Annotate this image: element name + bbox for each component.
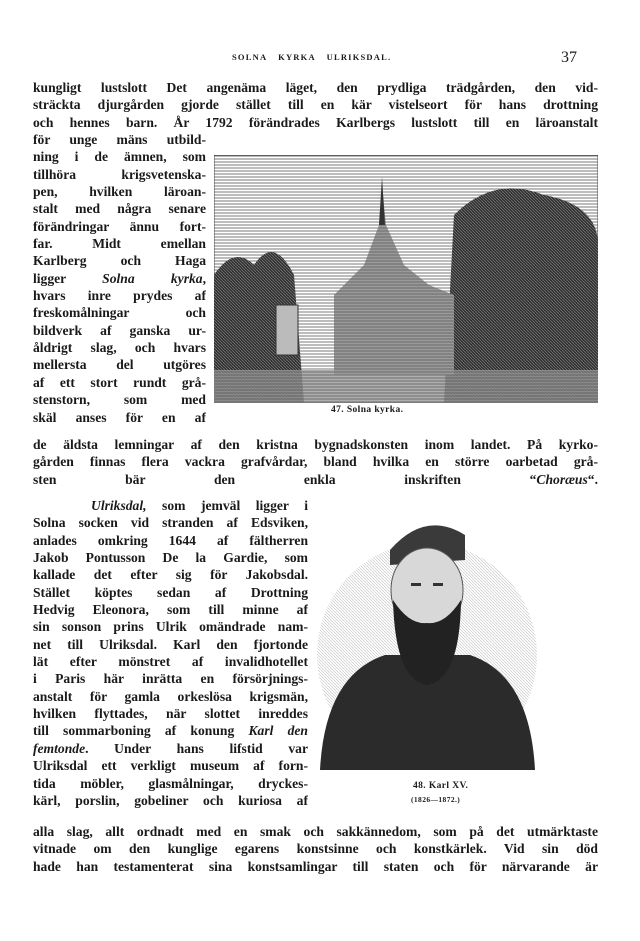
- text-line: [33, 409, 206, 426]
- text-line: [33, 453, 598, 470]
- page-number: 37: [561, 49, 577, 66]
- text-segment: i Paris här inrätta en försörjnings-: [33, 671, 308, 687]
- text-line: [33, 840, 598, 857]
- text-line: [33, 823, 598, 840]
- text-line: [33, 252, 206, 269]
- text-line: [33, 601, 308, 618]
- text-line: [33, 183, 206, 200]
- text-line: [33, 200, 206, 217]
- portrait-dates: (1826—1872.): [411, 795, 461, 804]
- text-segment: Solna socken vid stranden af Edsviken,: [33, 515, 308, 531]
- karl-xv-portrait: [315, 505, 540, 770]
- text-line: [33, 356, 206, 373]
- text-line: [33, 322, 206, 339]
- text-segment: Ulriksdal ett verkligt museum af forn-: [33, 758, 308, 774]
- text-line: [33, 858, 598, 875]
- text-line: [33, 339, 206, 356]
- text-line: [33, 514, 308, 531]
- text-line: [33, 792, 308, 809]
- text-segment: som jemväl ligger i: [146, 498, 308, 513]
- text-line: [33, 287, 206, 304]
- text-segment: anlades omkring 1644 af fältherren: [33, 532, 308, 548]
- portrait-caption: 48. Karl XV.: [413, 781, 469, 791]
- text-line: [33, 270, 206, 287]
- italic-segment: Solna kyrka: [102, 270, 203, 286]
- text-line: [33, 757, 308, 774]
- text-segment: far. Midt emellan: [33, 236, 206, 252]
- text-segment: stalt med några senare: [33, 201, 206, 217]
- text-segment: “.: [587, 471, 598, 487]
- text-segment: kallade det efter sig för Jakobsdal.: [33, 567, 308, 583]
- text-line: [33, 549, 308, 566]
- paragraph-1-end: [33, 436, 598, 488]
- text-segment: . Under hans lifstid var: [85, 740, 308, 756]
- running-header: SOLNA KYRKA ULRIKSDAL.: [232, 52, 392, 62]
- text-line: [33, 374, 206, 391]
- text-segment: Karlberg och Haga: [33, 253, 206, 269]
- church-caption: 47. Solna kyrka.: [331, 405, 404, 415]
- text-line: [33, 532, 308, 549]
- text-segment: hvilken flyttades, när slottet inreddes: [33, 706, 308, 722]
- text-segment: förändringar ännu fort-: [33, 218, 206, 234]
- text-segment: mellersta del utgöres: [33, 357, 206, 373]
- text-segment: kärl, porslin, gobeliner och kuriosa af: [33, 792, 308, 808]
- text-segment: ,: [202, 270, 206, 286]
- text-segment: kungligt lustslott Det angenäma läget, den prydliga trädgården, den vid-: [33, 80, 598, 95]
- text-segment: gården finnas flera vackra grafvårdar, bland hvilka en större oarbetad grå-: [33, 454, 598, 470]
- text-segment: Stället köptes sedan af Drottning: [33, 584, 308, 600]
- text-line: [33, 670, 308, 687]
- text-segment: åldrigt slag, och hvars: [33, 340, 206, 356]
- text-line: [33, 497, 308, 514]
- text-segment: hade han testamenterat sina konstsamlingar till staten och för närvarande är: [33, 858, 598, 874]
- text-segment: pen, hvilken läroan-: [33, 184, 206, 200]
- text-segment: net till Ulriksdal. Karl den fjortonde: [33, 636, 308, 652]
- text-segment: ning i de ämnen, som: [33, 149, 206, 165]
- text-segment: till sommarboning af konung: [33, 723, 249, 739]
- text-line: [33, 436, 598, 453]
- text-line: [33, 235, 206, 252]
- text-segment: stenstorn, som med: [33, 392, 206, 408]
- text-line: [33, 636, 308, 653]
- text-segment: lät efter mönstret af invalidhotellet: [33, 654, 308, 670]
- text-segment: Hedvig Eleonora, som till minne af: [33, 602, 308, 618]
- text-segment: ligger: [33, 270, 103, 286]
- text-line: [33, 722, 308, 739]
- text-line: [33, 166, 206, 183]
- text-line: [33, 114, 598, 131]
- paragraph-2-full: [33, 823, 598, 875]
- solna-church-engraving: [214, 155, 598, 403]
- italic-segment: femtonde: [33, 740, 86, 756]
- text-segment: och hennes barn. År 1792 förändrades Karlbergs lustslott till en läroanstalt: [33, 114, 598, 130]
- text-line: [33, 705, 308, 722]
- text-segment: hvars inre prydes af: [33, 288, 206, 304]
- text-segment: freskomålningar och: [33, 305, 206, 321]
- text-segment: de äldsta lemningar af den kristna bygnadskonsten inom landet. På kyrko-: [33, 437, 598, 452]
- text-segment: alla slag, allt ordnadt med en smak och sakkännedom, som på det utmärktaste: [33, 824, 598, 839]
- text-line: [33, 148, 206, 165]
- text-segment: bildverk af ganska ur-: [33, 322, 206, 338]
- text-segment: anstalt för gamla orkeslösa krigsmän,: [33, 688, 308, 704]
- text-segment: vitnade om den kunglige egarens konstsinne och konstkärlek. Vid sin död: [33, 841, 598, 857]
- italic-segment: Ulriksdal,: [91, 498, 147, 513]
- text-line: [33, 218, 206, 235]
- text-line: [33, 740, 308, 757]
- text-line: [33, 566, 308, 583]
- text-segment: sten bär den enkla inskriften “: [33, 471, 537, 487]
- text-line: [33, 471, 598, 488]
- text-segment: sträckta djurgården gjorde stället till en kär vistelseort för hans drottning: [33, 97, 598, 113]
- text-line: [33, 584, 308, 601]
- text-segment: skäl anses för en af: [33, 409, 206, 425]
- text-line: [33, 96, 598, 113]
- italic-segment: Choræus: [536, 471, 588, 487]
- italic-segment: Karl den: [248, 723, 308, 739]
- text-line: [33, 653, 308, 670]
- paragraph-1-narrow: [33, 131, 206, 426]
- text-segment: sin sonson prins Ulrik omändrade nam-: [33, 619, 308, 635]
- text-line: [33, 304, 206, 321]
- text-segment: tillhöra krigsvetenska-: [33, 166, 206, 182]
- text-segment: för unge mäns utbild-: [33, 132, 206, 147]
- text-line: [33, 391, 206, 408]
- text-line: [33, 131, 206, 148]
- text-line: [33, 775, 308, 792]
- text-segment: Jakob Pontusson De la Gardie, som: [33, 550, 308, 566]
- paragraph-2-mid: [33, 497, 308, 809]
- text-segment: af ett stort rundt grå-: [33, 374, 206, 390]
- text-segment: tida möbler, glasmålningar, dryckes-: [33, 775, 308, 791]
- text-line: [33, 79, 598, 96]
- text-line: [33, 688, 308, 705]
- text-line: [33, 618, 308, 635]
- paragraph-1-full: [33, 79, 598, 131]
